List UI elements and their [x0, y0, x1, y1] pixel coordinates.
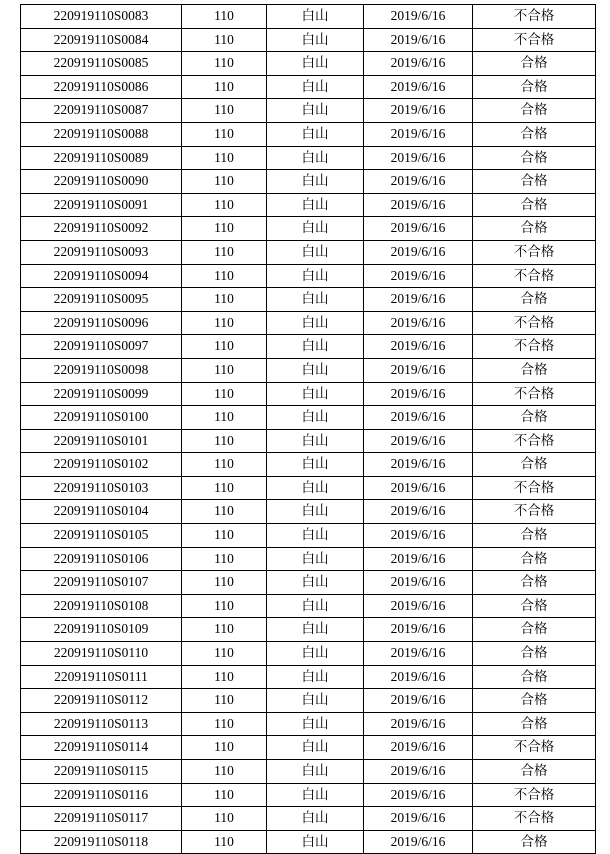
cell-location: 白山 [267, 264, 364, 288]
cell-count: 110 [182, 547, 267, 571]
cell-date: 2019/6/16 [364, 524, 473, 548]
document-page [0, 4, 610, 850]
cell-code: 220919110S0114 [21, 736, 182, 760]
cell-count: 110 [182, 571, 267, 595]
cell-date: 2019/6/16 [364, 311, 473, 335]
cell-count: 110 [182, 406, 267, 430]
cell-result: 不合格 [473, 807, 596, 831]
cell-location: 白山 [267, 288, 364, 312]
cell-result: 合格 [473, 122, 596, 146]
table-row [21, 500, 596, 524]
cell-code: 220919110S0106 [21, 547, 182, 571]
table-row [21, 783, 596, 807]
table-row [21, 807, 596, 831]
cell-code: 220919110S0091 [21, 193, 182, 217]
cell-date: 2019/6/16 [364, 476, 473, 500]
cell-code: 220919110S0096 [21, 311, 182, 335]
cell-count: 110 [182, 500, 267, 524]
cell-count: 110 [182, 594, 267, 618]
cell-count: 110 [182, 358, 267, 382]
cell-count: 110 [182, 382, 267, 406]
cell-location: 白山 [267, 689, 364, 713]
cell-result: 合格 [473, 547, 596, 571]
cell-code: 220919110S0083 [21, 5, 182, 29]
cell-code: 220919110S0100 [21, 406, 182, 430]
cell-count: 110 [182, 99, 267, 123]
table-row [21, 311, 596, 335]
table-row [21, 453, 596, 477]
cell-location: 白山 [267, 311, 364, 335]
cell-code: 220919110S0109 [21, 618, 182, 642]
table-row [21, 240, 596, 264]
cell-date: 2019/6/16 [364, 594, 473, 618]
table-row [21, 335, 596, 359]
table-row [21, 358, 596, 382]
cell-date: 2019/6/16 [364, 122, 473, 146]
cell-result: 不合格 [473, 476, 596, 500]
cell-code: 220919110S0101 [21, 429, 182, 453]
cell-count: 110 [182, 335, 267, 359]
cell-result: 不合格 [473, 429, 596, 453]
cell-location: 白山 [267, 760, 364, 784]
table-row [21, 52, 596, 76]
cell-code: 220919110S0102 [21, 453, 182, 477]
cell-date: 2019/6/16 [364, 642, 473, 666]
table-row [21, 476, 596, 500]
cell-count: 110 [182, 28, 267, 52]
cell-result: 合格 [473, 146, 596, 170]
cell-code: 220919110S0107 [21, 571, 182, 595]
cell-location: 白山 [267, 382, 364, 406]
cell-location: 白山 [267, 500, 364, 524]
cell-date: 2019/6/16 [364, 217, 473, 241]
cell-count: 110 [182, 52, 267, 76]
cell-code: 220919110S0094 [21, 264, 182, 288]
cell-location: 白山 [267, 830, 364, 854]
cell-count: 110 [182, 830, 267, 854]
cell-count: 110 [182, 429, 267, 453]
cell-date: 2019/6/16 [364, 99, 473, 123]
table-row [21, 288, 596, 312]
cell-result: 合格 [473, 524, 596, 548]
cell-code: 220919110S0089 [21, 146, 182, 170]
cell-code: 220919110S0117 [21, 807, 182, 831]
cell-count: 110 [182, 311, 267, 335]
cell-code: 220919110S0113 [21, 712, 182, 736]
table-row [21, 429, 596, 453]
cell-result: 合格 [473, 217, 596, 241]
cell-location: 白山 [267, 547, 364, 571]
cell-date: 2019/6/16 [364, 783, 473, 807]
cell-code: 220919110S0092 [21, 217, 182, 241]
cell-location: 白山 [267, 665, 364, 689]
table-row [21, 99, 596, 123]
cell-result: 合格 [473, 193, 596, 217]
cell-code: 220919110S0085 [21, 52, 182, 76]
table-row [21, 736, 596, 760]
cell-result: 合格 [473, 170, 596, 194]
cell-location: 白山 [267, 99, 364, 123]
cell-count: 110 [182, 453, 267, 477]
cell-date: 2019/6/16 [364, 571, 473, 595]
cell-count: 110 [182, 5, 267, 29]
inspection-results-table [20, 4, 596, 854]
cell-count: 110 [182, 193, 267, 217]
table-row [21, 5, 596, 29]
cell-date: 2019/6/16 [364, 288, 473, 312]
table-row [21, 28, 596, 52]
table-row [21, 571, 596, 595]
cell-date: 2019/6/16 [364, 689, 473, 713]
cell-location: 白山 [267, 618, 364, 642]
cell-result: 合格 [473, 288, 596, 312]
cell-location: 白山 [267, 193, 364, 217]
cell-count: 110 [182, 712, 267, 736]
table-row [21, 689, 596, 713]
cell-code: 220919110S0111 [21, 665, 182, 689]
cell-date: 2019/6/16 [364, 5, 473, 29]
cell-count: 110 [182, 75, 267, 99]
cell-date: 2019/6/16 [364, 75, 473, 99]
cell-location: 白山 [267, 642, 364, 666]
table-row [21, 642, 596, 666]
cell-code: 220919110S0110 [21, 642, 182, 666]
cell-date: 2019/6/16 [364, 712, 473, 736]
cell-result: 合格 [473, 99, 596, 123]
cell-count: 110 [182, 170, 267, 194]
cell-count: 110 [182, 760, 267, 784]
cell-code: 220919110S0084 [21, 28, 182, 52]
cell-count: 110 [182, 807, 267, 831]
table-row [21, 547, 596, 571]
cell-result: 不合格 [473, 5, 596, 29]
cell-code: 220919110S0104 [21, 500, 182, 524]
cell-location: 白山 [267, 807, 364, 831]
cell-date: 2019/6/16 [364, 453, 473, 477]
cell-result: 合格 [473, 618, 596, 642]
cell-location: 白山 [267, 170, 364, 194]
cell-date: 2019/6/16 [364, 358, 473, 382]
cell-result: 不合格 [473, 28, 596, 52]
table-row [21, 382, 596, 406]
table-row [21, 665, 596, 689]
cell-location: 白山 [267, 28, 364, 52]
table-row [21, 524, 596, 548]
table-row [21, 170, 596, 194]
cell-location: 白山 [267, 122, 364, 146]
cell-count: 110 [182, 476, 267, 500]
table-row [21, 75, 596, 99]
table-row [21, 122, 596, 146]
cell-date: 2019/6/16 [364, 830, 473, 854]
cell-result: 合格 [473, 760, 596, 784]
cell-location: 白山 [267, 240, 364, 264]
cell-result: 不合格 [473, 264, 596, 288]
cell-count: 110 [182, 618, 267, 642]
cell-date: 2019/6/16 [364, 547, 473, 571]
cell-code: 220919110S0108 [21, 594, 182, 618]
cell-location: 白山 [267, 217, 364, 241]
cell-code: 220919110S0095 [21, 288, 182, 312]
cell-code: 220919110S0087 [21, 99, 182, 123]
cell-code: 220919110S0099 [21, 382, 182, 406]
cell-code: 220919110S0098 [21, 358, 182, 382]
cell-result: 不合格 [473, 736, 596, 760]
cell-date: 2019/6/16 [364, 264, 473, 288]
cell-count: 110 [182, 642, 267, 666]
cell-location: 白山 [267, 335, 364, 359]
cell-count: 110 [182, 736, 267, 760]
cell-date: 2019/6/16 [364, 240, 473, 264]
cell-count: 110 [182, 217, 267, 241]
cell-date: 2019/6/16 [364, 406, 473, 430]
cell-code: 220919110S0088 [21, 122, 182, 146]
cell-date: 2019/6/16 [364, 760, 473, 784]
cell-code: 220919110S0105 [21, 524, 182, 548]
table-row [21, 618, 596, 642]
cell-location: 白山 [267, 358, 364, 382]
table-row [21, 217, 596, 241]
cell-location: 白山 [267, 146, 364, 170]
cell-date: 2019/6/16 [364, 193, 473, 217]
cell-code: 220919110S0118 [21, 830, 182, 854]
cell-code: 220919110S0103 [21, 476, 182, 500]
cell-result: 合格 [473, 594, 596, 618]
cell-result: 合格 [473, 453, 596, 477]
cell-date: 2019/6/16 [364, 382, 473, 406]
cell-date: 2019/6/16 [364, 28, 473, 52]
cell-location: 白山 [267, 736, 364, 760]
cell-location: 白山 [267, 524, 364, 548]
cell-result: 不合格 [473, 382, 596, 406]
cell-date: 2019/6/16 [364, 52, 473, 76]
cell-location: 白山 [267, 594, 364, 618]
cell-code: 220919110S0116 [21, 783, 182, 807]
table-row [21, 146, 596, 170]
cell-code: 220919110S0112 [21, 689, 182, 713]
cell-count: 110 [182, 288, 267, 312]
cell-result: 不合格 [473, 311, 596, 335]
table-body [21, 5, 596, 854]
cell-result: 不合格 [473, 500, 596, 524]
cell-location: 白山 [267, 783, 364, 807]
cell-location: 白山 [267, 476, 364, 500]
cell-code: 220919110S0097 [21, 335, 182, 359]
table-row [21, 406, 596, 430]
cell-result: 不合格 [473, 240, 596, 264]
cell-location: 白山 [267, 571, 364, 595]
cell-result: 合格 [473, 712, 596, 736]
cell-result: 合格 [473, 689, 596, 713]
cell-result: 合格 [473, 52, 596, 76]
cell-count: 110 [182, 264, 267, 288]
cell-code: 220919110S0115 [21, 760, 182, 784]
cell-location: 白山 [267, 406, 364, 430]
cell-result: 合格 [473, 75, 596, 99]
cell-date: 2019/6/16 [364, 146, 473, 170]
cell-result: 合格 [473, 358, 596, 382]
cell-date: 2019/6/16 [364, 429, 473, 453]
cell-result: 不合格 [473, 783, 596, 807]
cell-result: 合格 [473, 665, 596, 689]
cell-count: 110 [182, 122, 267, 146]
table-row [21, 712, 596, 736]
cell-count: 110 [182, 146, 267, 170]
cell-result: 不合格 [473, 335, 596, 359]
cell-location: 白山 [267, 453, 364, 477]
cell-location: 白山 [267, 5, 364, 29]
table-row [21, 264, 596, 288]
cell-code: 220919110S0086 [21, 75, 182, 99]
cell-count: 110 [182, 783, 267, 807]
cell-result: 合格 [473, 571, 596, 595]
table-row [21, 760, 596, 784]
cell-code: 220919110S0093 [21, 240, 182, 264]
cell-count: 110 [182, 689, 267, 713]
cell-date: 2019/6/16 [364, 335, 473, 359]
table-row [21, 193, 596, 217]
cell-date: 2019/6/16 [364, 736, 473, 760]
cell-count: 110 [182, 524, 267, 548]
cell-result: 合格 [473, 406, 596, 430]
table-row [21, 830, 596, 854]
cell-result: 合格 [473, 830, 596, 854]
table-row [21, 594, 596, 618]
cell-result: 合格 [473, 642, 596, 666]
cell-location: 白山 [267, 75, 364, 99]
cell-code: 220919110S0090 [21, 170, 182, 194]
cell-date: 2019/6/16 [364, 618, 473, 642]
cell-date: 2019/6/16 [364, 807, 473, 831]
cell-location: 白山 [267, 52, 364, 76]
cell-location: 白山 [267, 429, 364, 453]
cell-count: 110 [182, 665, 267, 689]
cell-location: 白山 [267, 712, 364, 736]
cell-count: 110 [182, 240, 267, 264]
cell-date: 2019/6/16 [364, 500, 473, 524]
cell-date: 2019/6/16 [364, 170, 473, 194]
cell-date: 2019/6/16 [364, 665, 473, 689]
